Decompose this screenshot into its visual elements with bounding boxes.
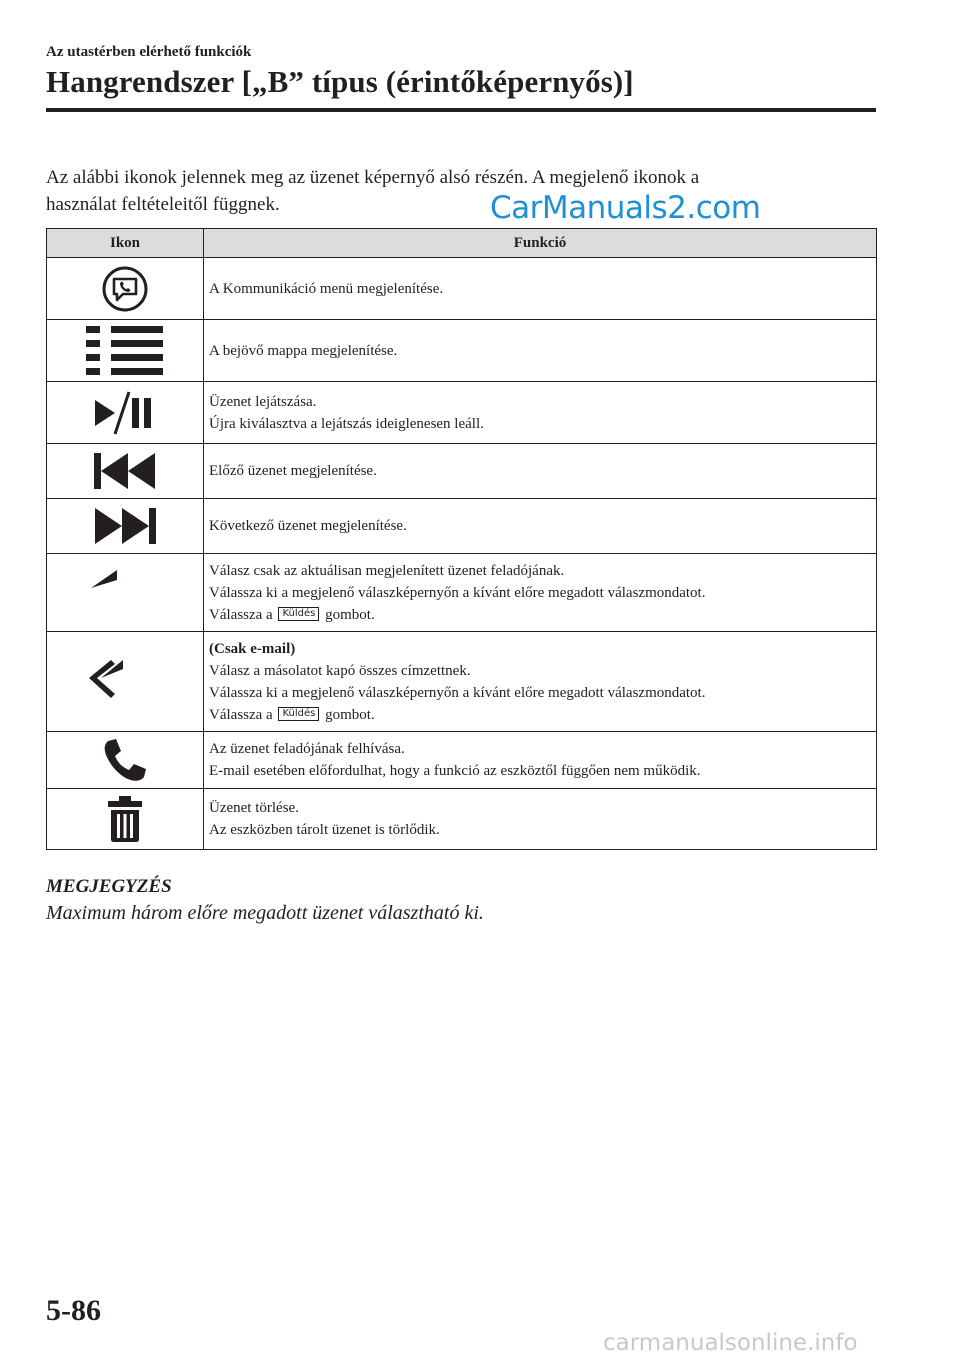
select-suffix: gombot.: [325, 706, 375, 723]
table-header-row: [47, 229, 877, 258]
function-text: Az eszközben tárolt üzenet is törlődik.: [209, 822, 440, 838]
function-cell: [204, 499, 877, 554]
note-heading: MEGJEGYZÉS: [46, 876, 172, 897]
reply-all-icon: [87, 654, 163, 710]
watermark-bottom[interactable]: carmanualsonline.info: [603, 1330, 858, 1356]
table-row: [47, 258, 877, 320]
icon-function-table: [46, 228, 877, 850]
function-text: [209, 604, 870, 626]
table-row: [47, 444, 877, 499]
function-text: A Kommunikáció menü megjelenítése.: [209, 280, 444, 297]
page-number: 5-86: [46, 1294, 101, 1327]
phone-icon: [102, 737, 148, 783]
function-cell: [204, 320, 877, 382]
function-text: Üzenet lejátszása.: [209, 393, 317, 410]
icon-cell: [47, 382, 204, 444]
function-text: Válassza ki a megjelenő válaszképernyőn a kívánt előre megadott válaszmondatot.: [209, 684, 706, 701]
table-row: [47, 499, 877, 554]
page-title: Hangrendszer [„B” típus (érintőképernyős)]: [46, 64, 634, 99]
table-row: [47, 554, 877, 632]
section-label: Az utastérben elérhető funkciók: [46, 44, 252, 60]
function-text-bold: (Csak e-mail): [209, 640, 296, 657]
icon-cell: [47, 554, 204, 632]
function-cell: [204, 632, 877, 732]
icon-cell: [47, 632, 204, 732]
function-text: [209, 704, 870, 726]
table-row: [47, 320, 877, 382]
function-text: Újra kiválasztva a lejátszás ideiglenesen leáll.: [209, 415, 484, 432]
trash-icon: [107, 795, 143, 843]
function-text: Üzenet törlése.: [209, 800, 299, 816]
function-cell: [204, 258, 877, 320]
function-cell: [204, 444, 877, 499]
function-text: Válasz a másolatot kapó összes címzettnek.: [209, 662, 471, 679]
table-row: [47, 632, 877, 732]
column-header-function: Funkció: [204, 229, 877, 258]
communication-icon: [101, 265, 149, 313]
icon-cell: [47, 789, 204, 850]
previous-icon: [92, 451, 158, 491]
send-button-label: Küldés: [278, 607, 319, 621]
watermark-top[interactable]: CarManuals2.com: [490, 190, 761, 226]
reply-icon: [89, 568, 161, 618]
column-header-icon: Ikon: [47, 229, 204, 258]
function-text: Válasz csak az aktuálisan megjelenített üzenet feladójának.: [209, 562, 565, 579]
function-cell: [204, 789, 877, 850]
table-row: [47, 732, 877, 789]
function-cell: [204, 554, 877, 632]
icon-cell: [47, 732, 204, 789]
inbox-list-icon: [84, 323, 166, 379]
select-prefix: Válassza a: [209, 606, 273, 623]
function-text: Az üzenet feladójának felhívása.: [209, 741, 405, 757]
function-cell: [204, 382, 877, 444]
function-text: E-mail esetében előfordulhat, hogy a funkció az eszköztől függően nem működik.: [209, 763, 701, 779]
table-row: [47, 789, 877, 850]
icon-cell: [47, 320, 204, 382]
send-button-label: Küldés: [278, 707, 319, 721]
icon-cell: [47, 499, 204, 554]
function-cell: [204, 732, 877, 789]
note-text: Maximum három előre megadott üzenet választható ki.: [46, 902, 484, 924]
select-prefix: Válassza a: [209, 706, 273, 723]
icon-cell: [47, 444, 204, 499]
function-text: Előző üzenet megjelenítése.: [209, 463, 377, 479]
function-text: Válassza ki a megjelenő válaszképernyőn a kívánt előre megadott válaszmondatot.: [209, 584, 706, 601]
next-icon: [92, 506, 158, 546]
icon-cell: [47, 258, 204, 320]
function-text: A bejövő mappa megjelenítése.: [209, 342, 398, 359]
title-divider: [46, 108, 876, 112]
intro-line: használat feltételeitől függnek.: [46, 194, 280, 215]
function-text: Következő üzenet megjelenítése.: [209, 518, 407, 534]
select-suffix: gombot.: [325, 606, 375, 623]
table-row: [47, 382, 877, 444]
play-pause-icon: [93, 390, 157, 436]
intro-line: Az alábbi ikonok jelennek meg az üzenet képernyő alsó részén. A megjelenő ikonok a: [46, 167, 700, 188]
